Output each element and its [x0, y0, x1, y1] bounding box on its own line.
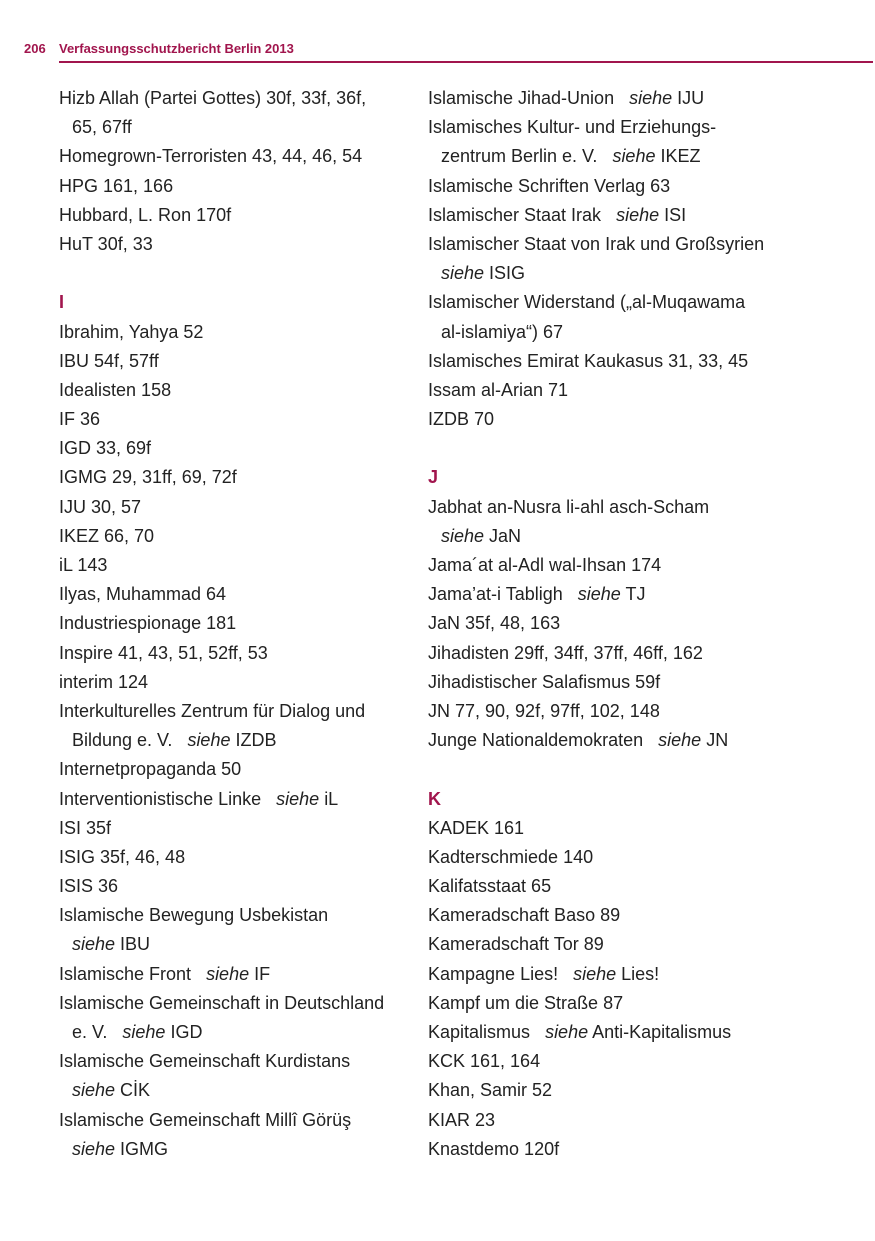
index-entry	[59, 755, 419, 784]
entry-text: Islamisches Kultur- und Erziehungs-	[428, 117, 717, 138]
index-entry	[428, 872, 788, 901]
entry-text: Kampf um die Straße 87	[428, 992, 624, 1013]
entry-text: Jihadistischer Salafismus 59f	[428, 671, 661, 692]
page-number: 206	[24, 41, 46, 56]
index-entry	[428, 405, 788, 434]
index-entry	[59, 580, 419, 609]
entry-text: Islamischer Widerstand („al-Muqawama	[428, 292, 746, 313]
see-reference-label: siehe	[441, 263, 485, 284]
index-entry	[59, 201, 419, 230]
entry-text: Islamisches Emirat Kaukasus 31, 33, 45	[428, 350, 749, 371]
entry-text: IKEZ 66, 70	[59, 525, 155, 546]
entry-text: Inspire 41, 43, 51, 52ff, 53	[59, 642, 268, 663]
section-letter: I	[59, 292, 65, 313]
index-entry	[428, 726, 788, 755]
index-entry	[59, 872, 419, 901]
entry-text: Kameradschaft Baso 89	[428, 905, 621, 926]
index-entry-continuation	[59, 726, 419, 755]
entry-text: Khan, Samir 52	[428, 1080, 553, 1101]
index-entry	[59, 668, 419, 697]
see-reference-label: siehe	[658, 730, 702, 751]
index-entry	[59, 84, 419, 113]
see-reference-target: Anti-Kapitalismus	[592, 1022, 732, 1042]
index-entry	[59, 901, 419, 930]
index-entry	[59, 230, 419, 259]
header-rule	[59, 61, 873, 63]
index-entry	[59, 551, 419, 580]
index-entry	[59, 522, 419, 551]
entry-text: IBU 54f, 57ff	[59, 350, 159, 371]
entry-text: Islamischer Staat Irak	[428, 204, 602, 225]
entry-text: Kalifatsstaat 65	[428, 876, 552, 897]
index-entry	[59, 697, 419, 726]
see-reference-label: siehe	[612, 146, 656, 167]
entry-text: Ilyas, Muhammad 64	[59, 584, 227, 605]
entry-text: Issam al-Arian 71	[428, 379, 569, 400]
index-entry	[59, 639, 419, 668]
entry-text: IGMG 29, 31ff, 69, 72f	[59, 467, 237, 488]
index-entry-continuation	[428, 259, 788, 288]
index-entry	[428, 1106, 788, 1135]
entry-text: Islamischer Staat von Irak und Großsyrien	[428, 233, 765, 254]
entry-text: Islamische Gemeinschaft Millî Görüş	[59, 1109, 352, 1130]
entry-text: JN 77, 90, 92f, 97ff, 102, 148	[428, 700, 660, 721]
entry-text: Industriespionage 181	[59, 613, 237, 634]
index-entry-continuation	[59, 1018, 419, 1047]
entry-text: IZDB 70	[428, 409, 495, 430]
see-reference-label: siehe	[72, 1080, 116, 1101]
entry-text: 65, 67ff	[72, 117, 132, 138]
see-reference-target: IKEZ	[660, 146, 701, 167]
see-reference-target: iL	[324, 788, 339, 809]
entry-text: Jabhat an-Nusra li-ahl asch-Scham	[428, 496, 710, 517]
see-reference-target: IBU	[120, 934, 151, 955]
see-reference-target: IJU	[677, 88, 705, 108]
index-entry-continuation	[59, 930, 419, 959]
page-header	[24, 38, 873, 62]
index-entry	[428, 493, 788, 522]
entry-text: Kameradschaft Tor 89	[428, 934, 604, 955]
index-entry	[59, 493, 419, 522]
index-entry	[428, 1076, 788, 1105]
index-entry	[428, 347, 788, 376]
index-entry	[428, 639, 788, 668]
entry-text: Junge Nationaldemokraten	[428, 730, 644, 751]
index-entry	[428, 288, 788, 317]
entry-text: Jama´at al-Adl wal-Ihsan 174	[428, 555, 662, 575]
entry-text: KCK 161, 164	[428, 1051, 541, 1072]
index-entry-continuation	[59, 113, 419, 142]
index-entry-continuation	[59, 1076, 419, 1105]
see-reference-target: Lies!	[621, 963, 660, 984]
entry-text: Knastdemo 120f	[428, 1138, 560, 1159]
index-entry	[428, 814, 788, 843]
entry-text: al-islamiya“) 67	[441, 321, 564, 342]
index-entry	[59, 142, 419, 171]
index-entry	[59, 347, 419, 376]
index-entry	[428, 989, 788, 1018]
index-entry	[428, 697, 788, 726]
entry-text: IF 36	[59, 409, 101, 430]
see-reference-label: siehe	[187, 730, 231, 751]
entry-text: Kadterschmiede 140	[428, 846, 594, 867]
entry-text: KADEK 161	[428, 817, 525, 838]
entry-text: IJU 30, 57	[59, 496, 142, 517]
entry-text: HPG 161, 166	[59, 175, 174, 196]
see-reference-label: siehe	[206, 963, 250, 984]
index-entry	[428, 172, 788, 201]
index-entry	[428, 609, 788, 638]
index-entry	[59, 376, 419, 405]
entry-text: Hizb Allah (Partei Gottes) 30f, 33f, 36f,	[59, 88, 367, 108]
see-reference-label: siehe	[72, 1138, 116, 1159]
see-reference-label: siehe	[276, 788, 320, 809]
index-entry	[428, 843, 788, 872]
entry-text: ISI 35f	[59, 817, 112, 838]
index-entry	[428, 551, 788, 580]
entry-text: ISIG 35f, 46, 48	[59, 846, 186, 867]
see-reference-label: siehe	[629, 88, 673, 108]
index-entry	[59, 434, 419, 463]
entry-text: Hubbard, L. Ron 170f	[59, 204, 232, 225]
index-entry	[59, 989, 419, 1018]
index-entry	[59, 843, 419, 872]
entry-text: Islamische Gemeinschaft Kurdistans	[59, 1051, 351, 1072]
entry-text: Interkulturelles Zentrum für Dialog und	[59, 700, 366, 721]
see-reference-label: siehe	[616, 204, 660, 225]
entry-text: Jama’at-i Tabligh	[428, 584, 563, 605]
entry-text: Islamische Schriften Verlag 63	[428, 175, 671, 196]
index-entry	[428, 230, 788, 259]
entry-text: Ibrahim, Yahya 52	[59, 321, 204, 342]
index-entry	[428, 930, 788, 959]
entry-text: ISIS 36	[59, 876, 119, 897]
index-entry	[59, 609, 419, 638]
section-letter: J	[428, 467, 439, 488]
see-reference-target: IGD	[170, 1022, 203, 1042]
entry-text: Kampagne Lies!	[428, 963, 559, 984]
see-reference-target: IZDB	[235, 730, 277, 751]
see-reference-target: JN	[706, 730, 729, 751]
index-entry	[428, 960, 788, 989]
entry-text: Idealisten 158	[59, 379, 172, 400]
see-reference-label: siehe	[573, 963, 617, 984]
running-title: Verfassungsschutzbericht Berlin 2013	[59, 41, 294, 56]
section-gap	[428, 434, 788, 463]
entry-text: KIAR 23	[428, 1109, 496, 1130]
index-entry	[59, 785, 419, 814]
index-column-right	[428, 84, 788, 1164]
index-entry	[59, 814, 419, 843]
see-reference-target: ISI	[664, 204, 687, 225]
entry-text: Islamische Front	[59, 963, 192, 984]
index-entry	[428, 113, 788, 142]
see-reference-label: siehe	[72, 934, 116, 955]
index-entry	[428, 201, 788, 230]
index-entry	[59, 960, 419, 989]
section-gap	[59, 259, 419, 288]
entry-text: JaN 35f, 48, 163	[428, 613, 561, 634]
index-entry	[59, 318, 419, 347]
index-entry-continuation	[428, 318, 788, 347]
entry-text: e. V.	[72, 1022, 108, 1042]
index-entry-continuation	[428, 142, 788, 171]
index-entry	[428, 1047, 788, 1076]
index-entry	[59, 405, 419, 434]
see-reference-target: JaN	[489, 525, 522, 546]
entry-text: Interventionistische Linke	[59, 788, 262, 809]
entry-text: interim 124	[59, 671, 149, 692]
index-entry-continuation	[59, 1135, 419, 1164]
see-reference-label: siehe	[122, 1022, 166, 1042]
index-entry	[428, 376, 788, 405]
index-entry	[59, 1106, 419, 1135]
index-entry	[59, 463, 419, 492]
index-entry	[428, 1135, 788, 1164]
entry-text: Homegrown-Terroristen 43, 44, 46, 54	[59, 146, 363, 167]
entry-text: Internetpropaganda 50	[59, 759, 242, 780]
see-reference-target: TJ	[625, 584, 646, 605]
index-entry	[428, 580, 788, 609]
see-reference-target: ISIG	[489, 263, 526, 284]
index-entry	[59, 172, 419, 201]
section-letter: K	[428, 788, 441, 809]
entry-text: Islamische Bewegung Usbekistan	[59, 905, 329, 926]
see-reference-target: CİK	[120, 1080, 151, 1101]
entry-text: Bildung e. V.	[72, 730, 173, 751]
index-column-left	[59, 84, 419, 1164]
see-reference-label: siehe	[441, 525, 485, 546]
entry-text: Islamische Jihad-Union	[428, 88, 615, 108]
entry-text: Islamische Gemeinschaft in Deutschland	[59, 992, 385, 1013]
entry-text: HuT 30f, 33	[59, 233, 153, 254]
index-entry	[428, 1018, 788, 1047]
see-reference-label: siehe	[545, 1022, 589, 1042]
index-entry-continuation	[428, 522, 788, 551]
index-entry	[428, 901, 788, 930]
index-entry	[428, 84, 788, 113]
see-reference-target: IF	[254, 963, 271, 984]
section-gap	[428, 755, 788, 784]
entry-text: Jihadisten 29ff, 34ff, 37ff, 46ff, 162	[428, 642, 703, 663]
entry-text: iL 143	[59, 555, 108, 575]
see-reference-label: siehe	[577, 584, 621, 605]
index-entry	[428, 668, 788, 697]
entry-text: zentrum Berlin e. V.	[441, 146, 598, 167]
index-entry	[59, 1047, 419, 1076]
entry-text: IGD 33, 69f	[59, 438, 152, 459]
entry-text: Kapitalismus	[428, 1022, 531, 1042]
see-reference-target: IGMG	[120, 1138, 169, 1159]
